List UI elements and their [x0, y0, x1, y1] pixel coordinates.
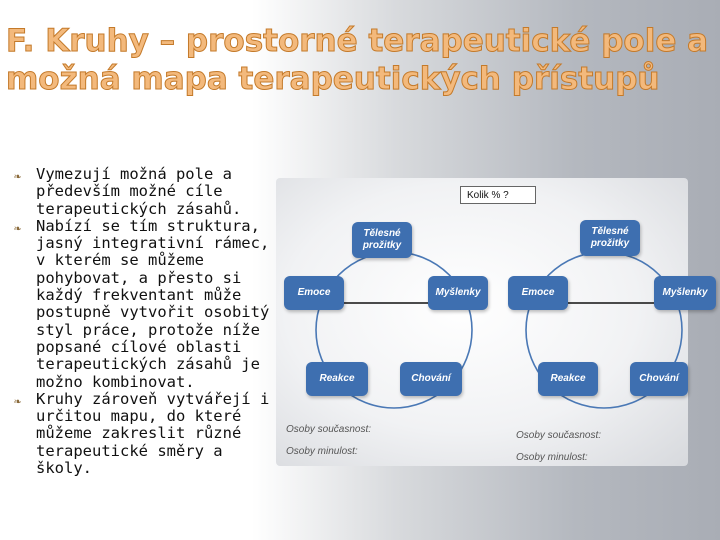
node-reakce-right: Reakce [538, 362, 598, 396]
bullet-item [14, 391, 272, 477]
circle-diagram-panel [276, 178, 708, 466]
bullet-icon: ❧ [14, 393, 22, 408]
percentage-question-box: Kolik % ? [460, 186, 536, 204]
bullet-icon: ❧ [14, 220, 22, 235]
bullet-text: Vymezují možná pole a především možné cíle terapeutických zásahů. [36, 165, 242, 218]
bullet-item [14, 218, 272, 391]
node-emoce-left: Emoce [284, 276, 344, 310]
osoby-minulost-left: Osoby minulost: [286, 446, 358, 457]
bullet-text: Kruhy zároveň vytvářejí i určitou mapu, do které můžeme zakreslit různé terapeutické směry a školy. [36, 389, 270, 478]
node-myslenky-right: Myšlenky [654, 276, 716, 310]
node-chovani-right: Chování [630, 362, 688, 396]
bullet-text: Nabízí se tím struktura, jasný integrativní rámec, v kterém se můžeme pohybovat, a přesto si každý frekventant může postupně vytvořit osobitý styl práce, protože níže popsané cílové oblasti terapeutických zásahů je možno kombinovat. [36, 216, 270, 391]
bullet-list [14, 166, 272, 477]
node-emoce-right: Emoce [508, 276, 568, 310]
node-chovani-left: Chování [400, 362, 462, 396]
bullet-icon: ❧ [14, 169, 22, 183]
node-myslenky-left: Myšlenky [428, 276, 488, 310]
node-telesne-prozitky-right: Tělesné prožitky [580, 220, 640, 256]
node-reakce-left: Reakce [306, 362, 368, 396]
node-telesne-prozitky-left: Tělesné prožitky [352, 222, 412, 258]
bullet-item [14, 166, 272, 218]
osoby-minulost-right: Osoby minulost: [516, 452, 588, 463]
slide-title: F. Kruhy – prostorné terapeutické pole a možná mapa terapeutických přístupů [6, 23, 709, 97]
osoby-soucasnost-left: Osoby současnost: [286, 424, 372, 435]
osoby-soucasnost-right: Osoby současnost: [516, 430, 602, 441]
